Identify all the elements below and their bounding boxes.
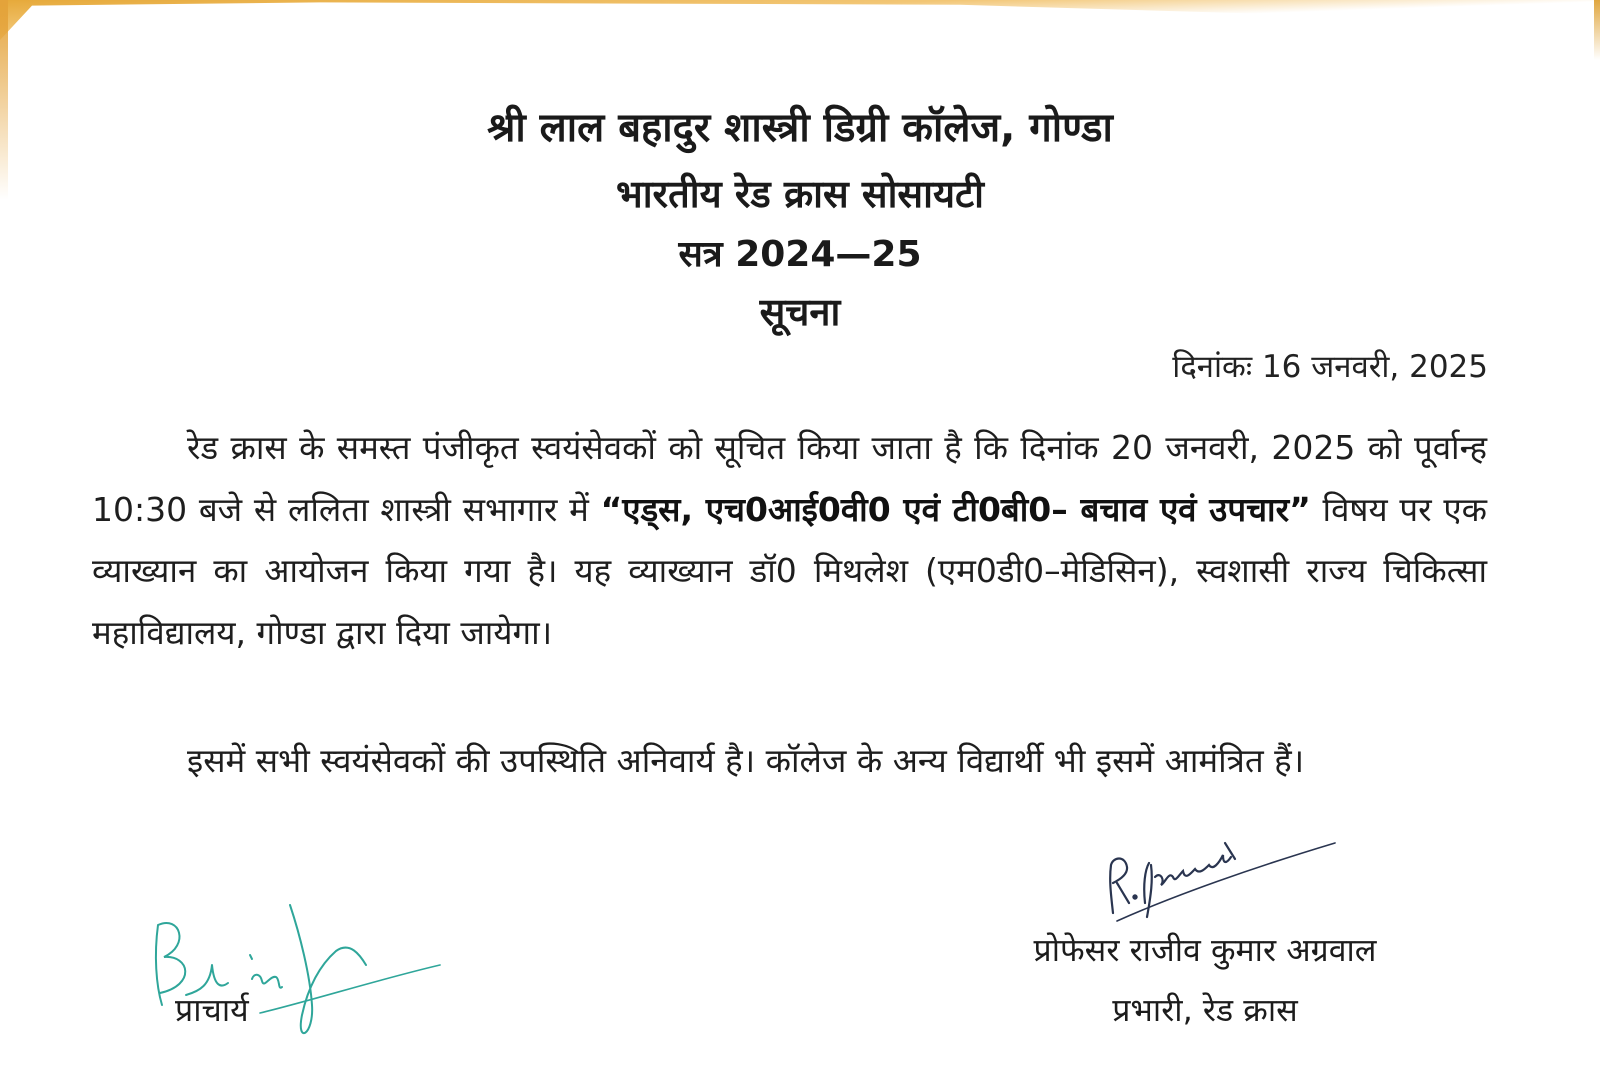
paragraph-1-text-c: व्याख्यान का आयोजन किया गया है। यह व्याख्यान डॉ0 मिथलेश (एम0डी0–मेडिसिन), स्वशासी राज्य चिकित्सा महाविद्यालय, गोण्डा द्वारा दिया जायेगा। bbox=[92, 551, 1487, 652]
incharge-designation: प्रभारी, रेड क्रास bbox=[1112, 991, 1298, 1029]
session-year: सत्र 2024—25 bbox=[678, 234, 922, 275]
body-paragraph-1 bbox=[92, 417, 1487, 663]
principal-designation: प्राचार्य bbox=[175, 991, 249, 1029]
college-name: श्री लाल बहादुर शास्त्री डिग्री कॉलेज, गोण्डा bbox=[487, 105, 1113, 151]
paragraph-1-text-b: विषय पर एक bbox=[1310, 489, 1487, 529]
notice-title: सूचना bbox=[759, 290, 841, 334]
body-paragraph-2: इसमें सभी स्वयंसेवकों की उपस्थिति अनिवार्य है। कॉलेज के अन्य विद्यार्थी भी इसमें आमंत्रित हैं। bbox=[187, 741, 1305, 780]
society-name: भारतीय रेड क्रास सोसायटी bbox=[615, 172, 984, 216]
signatory-incharge bbox=[955, 920, 1455, 1040]
lecture-topic: “एड्स, एच0आई0वी0 एवं टी0बी0– बचाव एवं उपचार” bbox=[600, 489, 1311, 529]
incharge-name: प्रोफेसर राजीव कुमार अग्रवाल bbox=[1033, 931, 1377, 969]
notice-date: दिनांकः 16 जनवरी, 2025 bbox=[1172, 349, 1488, 385]
paragraph-1-text-a: रेड क्रास के समस्त पंजीकृत स्वयंसेवकों को सूचित किया जाता है कि दिनांक 20 जनवरी, 2025 को पूर्वान्ह 10:30 बजे से ललिता शास्त्री सभागार में bbox=[92, 428, 1487, 529]
signature-incharge-icon bbox=[1095, 825, 1345, 925]
